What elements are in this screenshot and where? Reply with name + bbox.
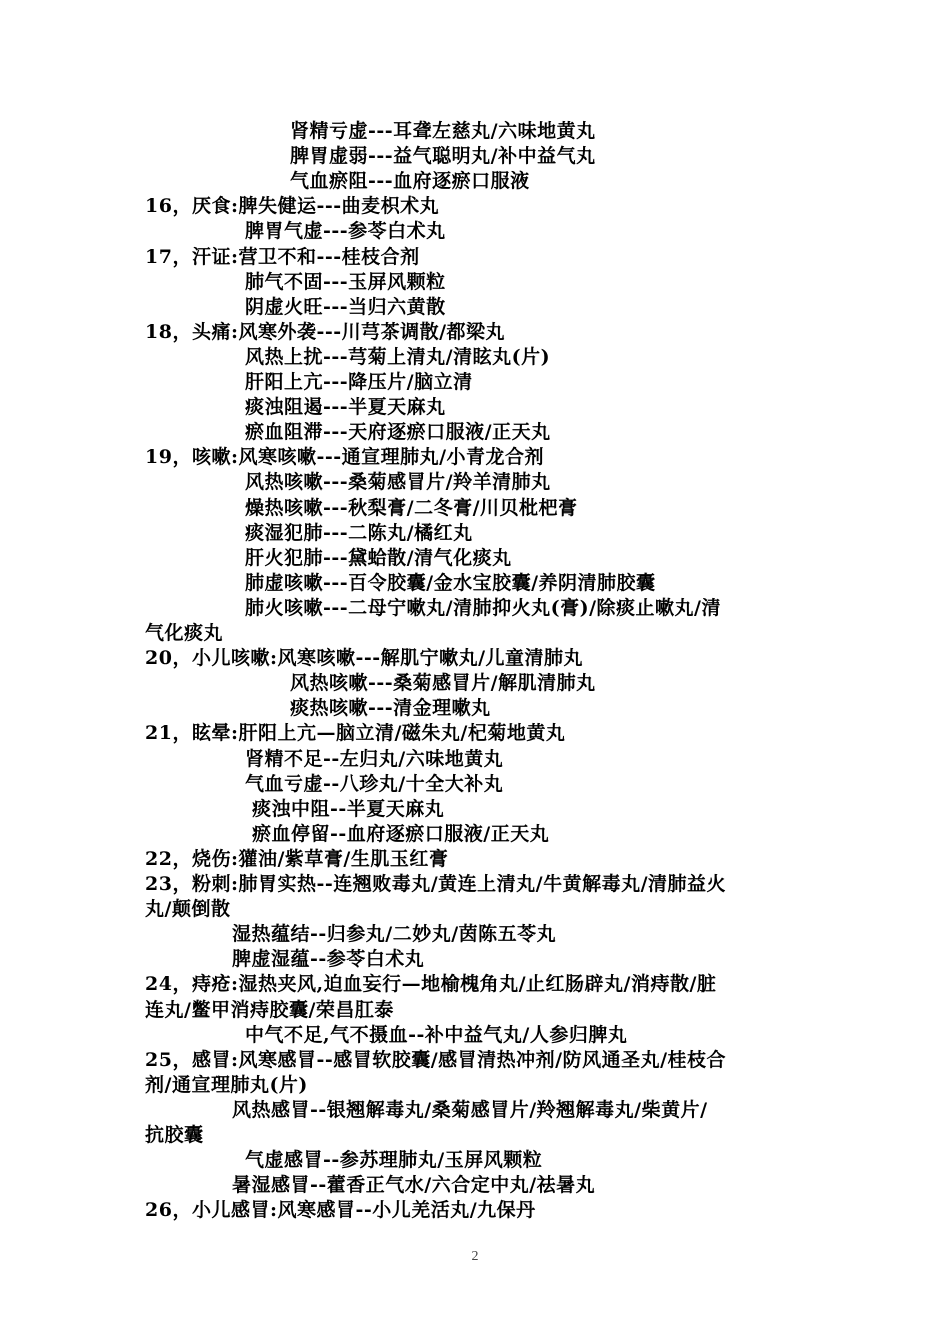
text-line: 风热咳嗽---桑菊感冒片/羚羊清肺丸 <box>245 471 551 494</box>
text-line: 23，粉刺:肺胃实热--连翘败毒丸/黄连上清丸/牛黄解毒丸/清肺益火 <box>145 873 727 895</box>
text-line: 19，咳嗽:风寒咳嗽---通宣理肺丸/小青龙合剂 <box>145 446 545 469</box>
text-line: 肝阳上亢---降压片/脑立清 <box>245 371 473 393</box>
text-line: 风热感冒--银翘解毒丸/桑菊感冒片/羚翘解毒丸/柴黄片/ <box>232 1098 708 1121</box>
text-line: 肝火犯肺---黛蛤散/清气化痰丸 <box>245 546 512 569</box>
text-line: 痰热咳嗽---清金理嗽丸 <box>290 697 491 720</box>
text-line: 风热上扰---芎菊上清丸/清眩丸(片) <box>245 345 551 368</box>
text-line: 气虚感冒--参苏理肺丸/玉屏风颗粒 <box>245 1149 543 1172</box>
text-line: 20，小儿咳嗽:风寒咳嗽---解肌宁嗽丸/儿童清肺丸 <box>145 647 584 670</box>
text-line: 气血瘀阻---血府逐瘀口服液 <box>290 170 530 193</box>
text-line: 脾虚湿蕴--参苓白术丸 <box>232 948 425 971</box>
text-line: 燥热咳嗽---秋梨膏/二冬膏/川贝枇杷膏 <box>245 496 578 519</box>
text-line: 痰浊阻遏---半夏天麻丸 <box>245 396 446 419</box>
text-line: 气化痰丸 <box>145 622 224 644</box>
text-line: 18，头痛:风寒外袭---川芎茶调散/都梁丸 <box>145 320 506 343</box>
text-line: 21，眩晕:肝阳上亢—脑立清/磁朱丸/杞菊地黄丸 <box>145 722 566 745</box>
text-line: 剂/通宣理肺丸(片) <box>145 1073 308 1096</box>
text-line: 湿热蕴结--归参丸/二妙丸/茵陈五苓丸 <box>232 923 557 946</box>
text-line: 痰湿犯肺---二陈丸/橘红丸 <box>245 521 473 544</box>
text-line: 中气不足,气不摄血--补中益气丸/人参归脾丸 <box>245 1023 628 1046</box>
text-line: 脾胃虚弱---益气聪明丸/补中益气丸 <box>290 145 596 168</box>
text-line: 丸/颠倒散 <box>145 898 231 921</box>
page-number: 2 <box>471 1249 479 1264</box>
text-line: 22，烧伤:獾油/紫草膏/生肌玉红膏 <box>145 847 449 870</box>
text-line: 26，小儿感冒:风寒感冒--小儿羌活丸/九保丹 <box>145 1199 536 1222</box>
text-line: 25，感冒:风寒感冒--感冒软胶囊/感冒清热冲剂/防风通圣丸/桂枝合 <box>145 1048 727 1071</box>
text-line: 肺火咳嗽---二母宁嗽丸/清肺抑火丸(膏)/除痰止嗽丸/清 <box>245 596 721 619</box>
text-line: 肾精不足--左归丸/六味地黄丸 <box>245 747 504 770</box>
text-line: 痰浊中阻--半夏天麻丸 <box>252 797 445 820</box>
text-line: 肾精亏虚---耳聋左慈丸/六味地黄丸 <box>290 120 596 142</box>
text-line: 风热咳嗽---桑菊感冒片/解肌清肺丸 <box>290 672 596 695</box>
text-line: 气血亏虚--八珍丸/十全大补丸 <box>245 772 504 795</box>
text-line: 瘀血停留--血府逐瘀口服液/正天丸 <box>252 822 550 845</box>
text-line: 16，厌食:脾失健运---曲麦枳术丸 <box>145 195 440 218</box>
text-line: 抗胶囊 <box>145 1124 204 1146</box>
text-line: 暑湿感冒--藿香正气水/六合定中丸/祛暑丸 <box>232 1174 596 1197</box>
text-line: 肺气不固---玉屏风颗粒 <box>245 270 446 293</box>
text-line: 17，汗证:营卫不和---桂枝合剂 <box>145 245 420 268</box>
text-line: 脾胃气虚---参苓白术丸 <box>245 220 446 243</box>
text-line: 24，痔疮:湿热夹风,迫血妄行—地榆槐角丸/止红肠辟丸/消痔散/脏 <box>145 973 717 996</box>
text-line: 连丸/鳖甲消痔胶囊/荣昌肛泰 <box>145 998 394 1021</box>
text-line: 瘀血阻滞---天府逐瘀口服液/正天丸 <box>245 421 551 444</box>
text-line: 阴虚火旺---当归六黄散 <box>245 295 446 318</box>
text-line: 肺虚咳嗽---百令胶囊/金水宝胶囊/养阴清肺胶囊 <box>245 571 656 594</box>
